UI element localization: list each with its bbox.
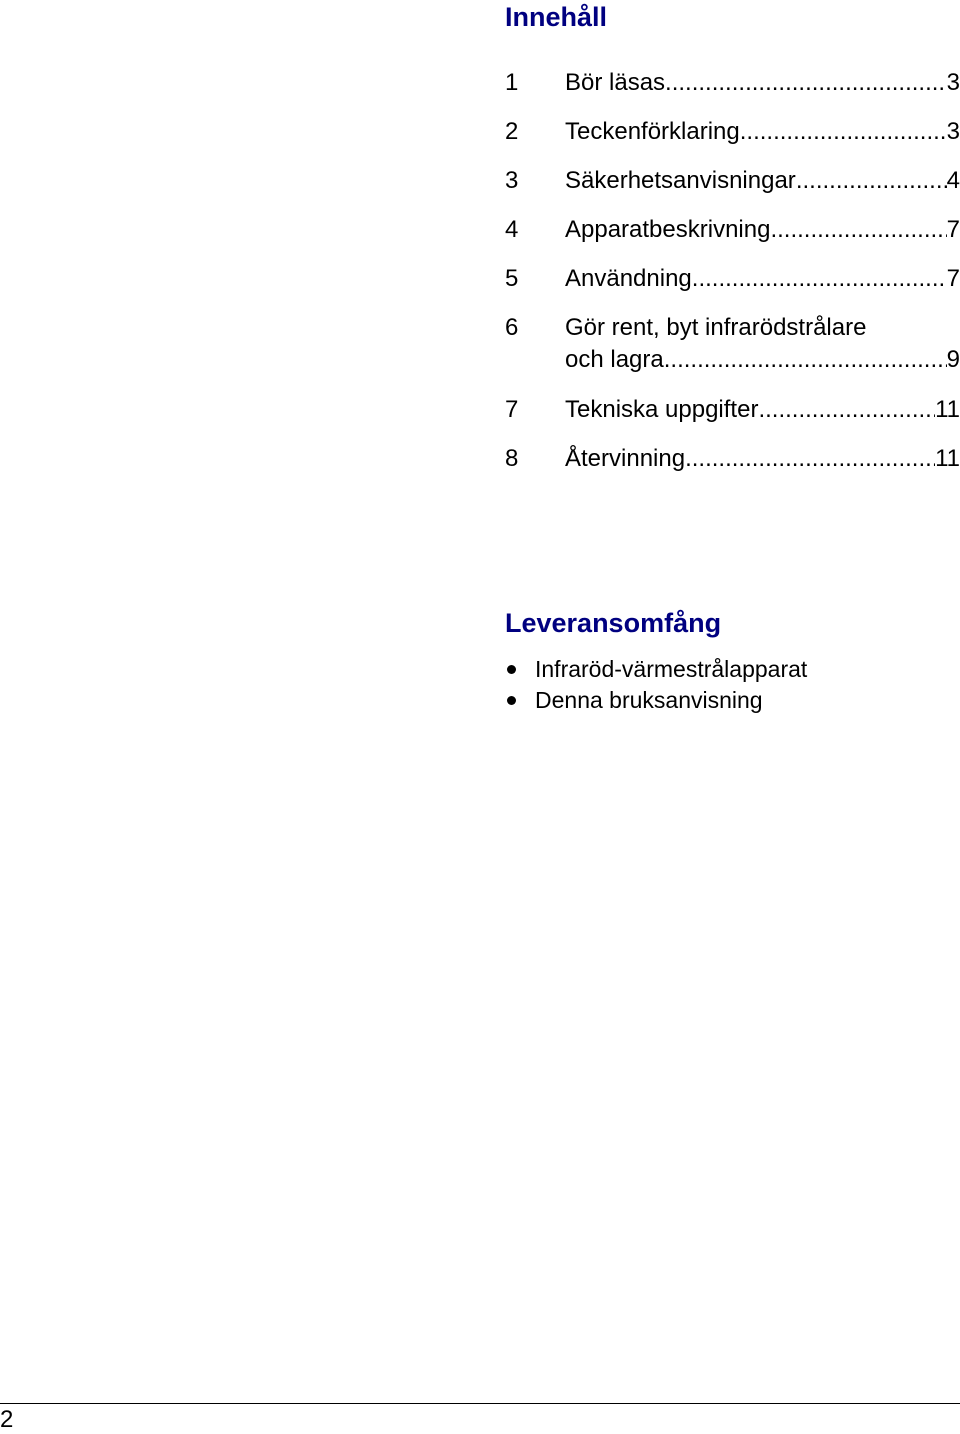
toc-entry-page: 11 bbox=[935, 445, 960, 472]
toc-leader-dots bbox=[692, 264, 947, 294]
toc-leader-dots bbox=[770, 215, 946, 245]
toc-entry-number: 1 bbox=[505, 69, 519, 96]
toc-entry-number: 7 bbox=[505, 396, 519, 423]
list-item-text: Infraröd-värmestrålapparat bbox=[535, 656, 808, 682]
toc-entry-number: 2 bbox=[505, 118, 519, 145]
delivery-scope-title: Leveransomfång bbox=[505, 608, 722, 638]
toc-leader-dots bbox=[740, 117, 947, 147]
bullet-icon bbox=[507, 696, 516, 705]
toc-entry-page: 11 bbox=[935, 396, 960, 423]
toc-entry-title: Bör läsas bbox=[565, 69, 666, 96]
toc-entry-number: 6 bbox=[505, 314, 519, 341]
toc-entry-page: 3 bbox=[946, 118, 960, 145]
delivery-scope-list bbox=[505, 654, 807, 716]
list-item-text: Denna bruksanvisning bbox=[535, 687, 763, 713]
toc-entry-page: 9 bbox=[946, 346, 960, 373]
list-item bbox=[505, 654, 807, 685]
toc-entry-number: 4 bbox=[505, 216, 519, 243]
toc-entry-page: 3 bbox=[946, 69, 960, 96]
toc-entry-title: Tekniska uppgifter bbox=[565, 396, 759, 423]
toc-leader-dots bbox=[664, 345, 947, 375]
toc-entry-title: Återvinning bbox=[565, 445, 686, 472]
bullet-icon bbox=[507, 665, 516, 674]
toc-entry-page: 4 bbox=[946, 167, 960, 194]
toc-entry-title: Teckenförklaring bbox=[565, 118, 740, 145]
toc-entry-number: 8 bbox=[505, 445, 519, 472]
toc-title: Innehåll bbox=[505, 2, 608, 32]
toc-entry-title: Användning bbox=[565, 265, 692, 292]
list-item bbox=[505, 685, 807, 716]
toc-entry-title: Säkerhetsanvisningar bbox=[565, 167, 796, 194]
toc-entry-number: 5 bbox=[505, 265, 519, 292]
toc-entry-page: 7 bbox=[946, 216, 960, 243]
toc-entry-title-line1: Gör rent, byt infrarödstrålare bbox=[565, 314, 867, 341]
toc-leader-dots bbox=[758, 395, 935, 425]
page-number: 2 bbox=[0, 1406, 14, 1433]
footer-divider bbox=[0, 1403, 960, 1404]
toc-entry-number: 3 bbox=[505, 167, 519, 194]
toc-leader-dots bbox=[685, 444, 935, 474]
toc-leader-dots bbox=[796, 166, 947, 196]
toc-entry-title: Apparatbeskrivning bbox=[565, 216, 771, 243]
toc-entry-page: 7 bbox=[946, 265, 960, 292]
toc-entry-title: och lagra bbox=[565, 346, 664, 373]
toc-leader-dots bbox=[665, 68, 947, 98]
